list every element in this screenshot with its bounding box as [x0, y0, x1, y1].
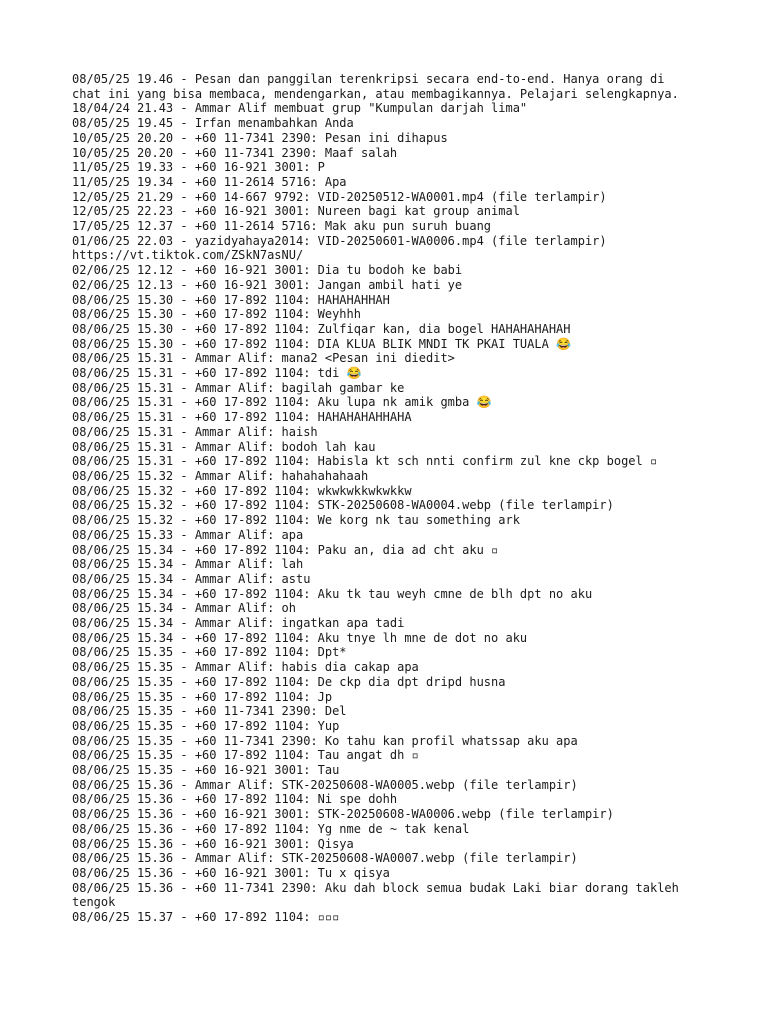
chat-line: 08/06/25 15.32 - Ammar Alif: hahahahahaah — [72, 468, 369, 483]
chat-line: 08/06/25 15.32 - +60 17-892 1104: We korg nk tau something ark — [72, 513, 520, 528]
chat-line: 08/06/25 15.31 - +60 17-892 1104: Aku lupa nk amik gmba 😂 — [72, 395, 492, 410]
chat-line: 08/06/25 15.31 - Ammar Alif: mana2 <Pesan ini diedit> — [72, 351, 455, 366]
chat-line: 08/06/25 15.34 - Ammar Alif: ingatkan apa tadi — [72, 616, 405, 631]
chat-line: 12/05/25 22.23 - +60 16-921 3001: Nureen bagi kat group animal — [72, 204, 520, 219]
chat-line: 02/06/25 12.13 - +60 16-921 3001: Jangan ambil hati ye — [72, 277, 463, 292]
chat-line: 10/05/25 20.20 - +60 11-7341 2390: Maaf salah — [72, 145, 398, 160]
chat-line: 08/06/25 15.34 - Ammar Alif: astu — [72, 571, 311, 586]
chat-line: 08/06/25 15.35 - +60 17-892 1104: Tau angat dh ▫ — [72, 748, 419, 763]
chat-line: 08/06/25 15.31 - +60 17-892 1104: Habisla kt sch nnti confirm zul kne ckp bogel ▫ — [72, 454, 658, 469]
chat-export-document — [72, 72, 700, 925]
chat-line: 11/05/25 19.33 - +60 16-921 3001: P — [72, 160, 325, 175]
chat-line: 08/05/25 19.45 - Irfan menambahkan Anda — [72, 116, 354, 131]
chat-line: 18/04/24 21.43 - Ammar Alif membuat grup "Kumpulan darjah lima" — [72, 101, 528, 116]
chat-line: 08/06/25 15.30 - +60 17-892 1104: DIA KLUA BLIK MNDI TK PKAI TUALA 😂 — [72, 336, 571, 351]
chat-line: 08/06/25 15.36 - +60 11-7341 2390: Aku dah block semua budak Laki biar dorang takleh tengok — [72, 880, 687, 910]
chat-line: 08/06/25 15.34 - Ammar Alif: lah — [72, 557, 304, 572]
chat-line: 08/06/25 15.35 - +60 16-921 3001: Tau — [72, 763, 340, 778]
chat-line: 08/06/25 15.34 - +60 17-892 1104: Aku tk tau weyh cmne de blh dpt no aku — [72, 586, 593, 601]
chat-line: 08/06/25 15.35 - Ammar Alif: habis dia cakap apa — [72, 660, 419, 675]
chat-line: 08/06/25 15.31 - +60 17-892 1104: HAHAHAHAHHAHA — [72, 410, 412, 425]
chat-line: 08/06/25 15.35 - +60 17-892 1104: Jp — [72, 689, 333, 704]
chat-line: 08/06/25 15.35 - +60 17-892 1104: De ckp dia dpt dripd husna — [72, 674, 506, 689]
chat-line: 08/06/25 15.31 - +60 17-892 1104: tdi 😂 — [72, 366, 362, 381]
chat-line: 08/06/25 15.35 - +60 11-7341 2390: Del — [72, 704, 347, 719]
chat-line: 08/06/25 15.34 - Ammar Alif: oh — [72, 601, 296, 616]
chat-line: 08/06/25 15.36 - +60 16-921 3001: Qisya — [72, 836, 354, 851]
chat-line: 08/06/25 15.34 - +60 17-892 1104: Aku tnye lh mne de dot no aku — [72, 630, 528, 645]
chat-line: 08/06/25 15.32 - +60 17-892 1104: wkwkwkkwkwkkw — [72, 483, 412, 498]
chat-line: 08/06/25 15.31 - Ammar Alif: bagilah gambar ke — [72, 380, 405, 395]
chat-line: 08/06/25 15.36 - +60 16-921 3001: Tu x qisya — [72, 865, 390, 880]
chat-line: 08/06/25 15.31 - Ammar Alif: bodoh lah kau — [72, 439, 376, 454]
chat-line: 08/06/25 15.37 - +60 17-892 1104: ▫▫▫ — [72, 910, 340, 925]
chat-line: 08/06/25 15.36 - Ammar Alif: STK-20250608-WA0005.webp (file terlampir) — [72, 777, 578, 792]
chat-line: 08/06/25 15.36 - +60 17-892 1104: Yg nme de ~ tak kenal — [72, 821, 470, 836]
chat-line: 08/06/25 15.35 - +60 17-892 1104: Dpt* — [72, 645, 347, 660]
chat-line: 08/06/25 15.33 - Ammar Alif: apa — [72, 527, 304, 542]
chat-line: 01/06/25 22.03 - yazidyahaya2014: VID-20250601-WA0006.mp4 (file terlampir) https://vt.tiktok.com/ZSkN7asNU/ — [72, 233, 614, 263]
chat-line: 08/06/25 15.32 - +60 17-892 1104: STK-20250608-WA0004.webp (file terlampir) — [72, 498, 614, 513]
chat-line: 08/06/25 15.34 - +60 17-892 1104: Paku an, dia ad cht aku ▫ — [72, 542, 499, 557]
chat-line: 17/05/25 12.37 - +60 11-2614 5716: Mak aku pun suruh buang — [72, 219, 492, 234]
chat-line: 12/05/25 21.29 - +60 14-667 9792: VID-20250512-WA0001.mp4 (file terlampir) — [72, 189, 607, 204]
chat-line: 08/06/25 15.35 - +60 11-7341 2390: Ko tahu kan profil whatssap aku apa — [72, 733, 578, 748]
chat-line: 02/06/25 12.12 - +60 16-921 3001: Dia tu bodoh ke babi — [72, 263, 463, 278]
chat-line: 08/06/25 15.30 - +60 17-892 1104: Weyhhh — [72, 307, 361, 322]
chat-line: 08/06/25 15.30 - +60 17-892 1104: Zulfiqar kan, dia bogel HAHAHAHAHAH — [72, 321, 571, 336]
chat-line: 08/06/25 15.30 - +60 17-892 1104: HAHAHAHHAH — [72, 292, 390, 307]
chat-line: 08/06/25 15.36 - +60 16-921 3001: STK-20250608-WA0006.webp (file terlampir) — [72, 807, 614, 822]
chat-line: 08/06/25 15.35 - +60 17-892 1104: Yup — [72, 718, 340, 733]
chat-line: 08/06/25 15.36 - +60 17-892 1104: Ni spe dohh — [72, 792, 398, 807]
chat-line: 11/05/25 19.34 - +60 11-2614 5716: Apa — [72, 174, 347, 189]
chat-line: 08/05/25 19.46 - Pesan dan panggilan terenkripsi secara end-to-end. Hanya orang di chat ini yang bisa membaca, mendengarkan, atau membagikannya. Pelajari selengkapnya. — [72, 72, 679, 101]
chat-line: 10/05/25 20.20 - +60 11-7341 2390: Pesan ini dihapus — [72, 130, 448, 145]
chat-line: 08/06/25 15.31 - Ammar Alif: haish — [72, 424, 318, 439]
chat-line: 08/06/25 15.36 - Ammar Alif: STK-20250608-WA0007.webp (file terlampir) — [72, 851, 578, 866]
